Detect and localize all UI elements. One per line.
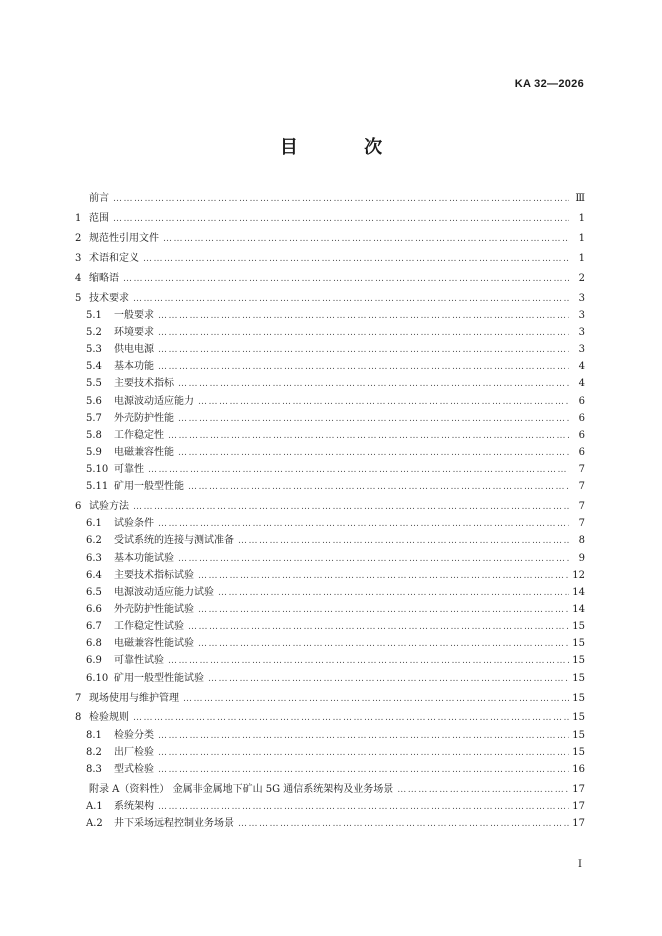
toc-entry-page: 7: [578, 464, 585, 476]
toc-dot-leader: [158, 310, 569, 322]
toc-dot-leader: [133, 293, 569, 305]
toc-entry-title: 基本功能试验: [114, 552, 174, 564]
toc-entry-number: 6.2: [86, 535, 102, 547]
toc-entry-title: 电磁兼容性能: [114, 446, 174, 458]
toc-entry-number: 6.6: [86, 604, 102, 616]
toc-entry-number: 6.8: [86, 638, 102, 650]
toc-entry-number: 6.5: [86, 586, 102, 598]
toc-entry-title: 范围: [89, 212, 109, 224]
toc-entry-page: 4: [578, 378, 585, 390]
toc-entry[interactable]: [75, 600, 585, 617]
toc-entry-page: 3: [578, 309, 585, 321]
toc-entry[interactable]: [75, 669, 585, 686]
toc-entry[interactable]: [75, 409, 585, 426]
toc-dot-leader: [158, 361, 569, 373]
toc-dot-leader: [168, 430, 569, 442]
toc-entry[interactable]: [75, 566, 585, 583]
toc-entry-page: 12: [572, 569, 585, 581]
toc-entry[interactable]: [75, 497, 585, 514]
toc-entry[interactable]: [75, 549, 585, 566]
toc-entry-number: 5.4: [86, 361, 102, 373]
toc-entry-page: 6: [578, 395, 585, 407]
toc-entry-title: 电源波动适应能力试验: [114, 586, 214, 598]
toc-dot-leader: [113, 193, 569, 205]
toc-entry-page: 9: [578, 552, 585, 564]
toc-dot-leader: [158, 764, 569, 776]
toc-entry[interactable]: [75, 583, 585, 600]
toc-entry-page: 6: [578, 446, 585, 458]
toc-entry-title: 矿用一般型性能: [114, 481, 184, 493]
toc-entry-title: 外壳防护性能: [114, 412, 174, 424]
toc-entry-number: 6: [75, 501, 82, 513]
toc-dot-leader: [397, 784, 569, 796]
toc-entry-number: 5.11: [86, 481, 109, 493]
toc-entry-title: 基本功能: [114, 361, 154, 373]
toc-entry-title: 可靠性: [114, 464, 144, 476]
toc-dot-leader: [158, 344, 569, 356]
toc-entry-title: 可靠性试验: [114, 655, 164, 667]
toc-entry-number: 6.4: [86, 569, 102, 581]
toc-dot-leader: [133, 501, 569, 513]
toc-dot-leader: [158, 518, 569, 530]
toc-entry-title: 检验规则: [89, 712, 129, 724]
toc-entry[interactable]: [75, 477, 585, 494]
toc-entry-page: 15: [572, 712, 585, 724]
toc-entry-page: 7: [578, 518, 585, 530]
toc-entry[interactable]: [75, 531, 585, 548]
toc-dot-leader: [208, 673, 569, 685]
toc-entry-title: 工作稳定性试验: [114, 621, 184, 633]
toc-entry-title: 矿用一般型性能试验: [114, 672, 204, 684]
toc-entry-title: 检验分类: [114, 729, 154, 741]
toc-entry[interactable]: [75, 814, 585, 831]
toc-entry-number: 6.9: [86, 655, 102, 667]
toc-entry-number: A.2: [86, 818, 103, 830]
toc-entry[interactable]: [75, 780, 585, 797]
toc-entry-number: 5.7: [86, 412, 102, 424]
toc-dot-leader: [218, 587, 569, 599]
toc-entry-page: 15: [572, 638, 585, 650]
toc-entry-title: 受试系统的连接与测试准备: [114, 535, 234, 547]
toc-entry-number: 5.2: [86, 326, 102, 338]
toc-entry[interactable]: [75, 726, 585, 743]
toc-entry-number: 4: [75, 272, 82, 284]
toc-entry-page: 8: [578, 535, 585, 547]
toc-entry-number: 5.6: [86, 395, 102, 407]
toc-dot-leader: [178, 553, 569, 565]
toc-dot-leader: [198, 570, 569, 582]
toc-entry[interactable]: [75, 760, 585, 777]
toc-entry-number: A.1: [86, 800, 103, 812]
toc-entry-page: 17: [572, 783, 585, 795]
toc-entry[interactable]: [75, 269, 585, 286]
toc-entry-title: 规范性引用文件: [89, 232, 159, 244]
toc-entry-number: 5.9: [86, 446, 102, 458]
toc-entry-number: 6.1: [86, 518, 102, 530]
toc-entry[interactable]: [75, 708, 585, 725]
toc-entry-title: 电源波动适应能力: [114, 395, 194, 407]
toc-entry-page: 15: [572, 655, 585, 667]
toc-dot-leader: [188, 621, 569, 633]
toc-entry[interactable]: [75, 289, 585, 306]
toc-entry-page: 15: [572, 746, 585, 758]
toc-entry-title: 出厂检验: [114, 746, 154, 758]
toc-entry-page: 14: [572, 586, 585, 598]
toc-entry[interactable]: [75, 209, 585, 226]
toc-entry-title: 附录 A（资料性） 金属非金属地下矿山 5G 通信系统架构及业务场景: [89, 783, 394, 795]
toc-dot-leader: [143, 253, 569, 265]
toc-entry[interactable]: [75, 340, 585, 357]
toc-entry[interactable]: [75, 357, 585, 374]
toc-entry-title: 井下采场远程控制业务场景: [114, 818, 234, 830]
toc-entry[interactable]: [75, 797, 585, 814]
toc-entry-number: 5.3: [86, 344, 102, 356]
toc-entry-title: 前言: [89, 193, 109, 204]
toc-entry-title: 缩略语: [89, 272, 119, 284]
toc-entry-title: 电磁兼容性能试验: [114, 638, 194, 650]
toc-entry-page: 3: [578, 292, 585, 304]
page-number: I: [578, 859, 582, 870]
toc-dot-leader: [188, 481, 569, 493]
toc-dot-leader: [133, 712, 569, 724]
toc-entry-title: 试验条件: [114, 518, 154, 530]
toc-entry[interactable]: [75, 323, 585, 340]
toc-entry-page: 7: [578, 481, 585, 493]
toc-dot-leader: [178, 413, 569, 425]
toc-entry-title: 主要技术指标: [114, 378, 174, 390]
toc-entry-page: 4: [578, 361, 585, 373]
toc-entry-page: 17: [572, 800, 585, 812]
toc-entry-title: 系统架构: [114, 800, 154, 812]
toc-entry-number: 8.1: [86, 729, 102, 741]
toc-entry[interactable]: [75, 460, 585, 477]
toc-dot-leader: [113, 213, 569, 225]
toc-entry-page: 1: [578, 252, 585, 264]
toc-entry-number: 7: [75, 692, 82, 704]
toc-entry-page: 16: [572, 763, 585, 775]
toc-entry-number: 5.1: [86, 309, 102, 321]
toc-entry-page: 1: [578, 232, 585, 244]
toc-entry-title: 技术要求: [89, 292, 129, 304]
toc-entry[interactable]: [75, 374, 585, 391]
toc-entry-number: 6.10: [86, 672, 109, 684]
toc-entry-number: 3: [75, 252, 82, 264]
toc-dot-leader: [198, 604, 569, 616]
toc-dot-leader: [178, 378, 569, 390]
toc-entry-number: 5.8: [86, 429, 102, 441]
toc-dot-leader: [178, 447, 569, 459]
toc-entry[interactable]: [75, 249, 585, 266]
toc-entry-number: 8.3: [86, 763, 102, 775]
toc-entry-page: 7: [578, 501, 585, 513]
toc-entry-page: 6: [578, 429, 585, 441]
toc-entry-title: 工作稳定性: [114, 429, 164, 441]
toc-dot-leader: [168, 655, 569, 667]
toc-entry[interactable]: [75, 426, 585, 443]
toc-entry-title: 供电电源: [114, 344, 154, 356]
document-code: KA 32—2026: [514, 78, 584, 90]
toc-entry-page: 15: [572, 692, 585, 704]
toc-entry-page: 15: [572, 621, 585, 633]
toc-entry[interactable]: [75, 743, 585, 760]
toc-entry-title: 现场使用与维护管理: [89, 692, 179, 704]
toc-dot-leader: [148, 464, 569, 476]
toc-dot-leader: [158, 747, 569, 759]
toc-entry-page: 17: [572, 818, 585, 830]
toc-entry[interactable]: [75, 189, 585, 206]
toc-dot-leader: [198, 396, 569, 408]
toc-entry[interactable]: [75, 617, 585, 634]
toc-entry-title: 术语和定义: [89, 252, 139, 264]
toc-entry-number: 8.2: [86, 746, 102, 758]
table-of-contents: [75, 189, 585, 831]
toc-dot-leader: [123, 273, 569, 285]
toc-entry-number: 6.7: [86, 621, 102, 633]
toc-entry-page: 14: [572, 604, 585, 616]
toc-entry[interactable]: [75, 634, 585, 651]
toc-entry-title: 外壳防护性能试验: [114, 604, 194, 616]
toc-entry[interactable]: [75, 306, 585, 323]
toc-entry-page: 1: [578, 212, 585, 224]
toc-entry-page: 15: [572, 729, 585, 741]
toc-dot-leader: [238, 818, 569, 830]
toc-entry-number: 8: [75, 712, 82, 724]
toc-entry-page: 6: [578, 412, 585, 424]
toc-dot-leader: [163, 233, 569, 245]
toc-entry-page: Ⅲ: [575, 193, 585, 204]
toc-entry[interactable]: [75, 514, 585, 531]
toc-entry-title: 主要技术指标试验: [114, 569, 194, 581]
toc-entry-page: 3: [578, 344, 585, 356]
page-title: 目 次: [279, 137, 413, 158]
toc-entry[interactable]: [75, 443, 585, 460]
toc-entry-title: 一般要求: [114, 309, 154, 321]
toc-entry-number: 6.3: [86, 552, 102, 564]
toc-entry-number: 5: [75, 292, 82, 304]
toc-entry-number: 5.5: [86, 378, 102, 390]
toc-entry[interactable]: [75, 689, 585, 706]
toc-entry-number: 2: [75, 232, 82, 244]
toc-dot-leader: [158, 730, 569, 742]
toc-entry-page: 3: [578, 326, 585, 338]
toc-entry-title: 环境要求: [114, 326, 154, 338]
toc-dot-leader: [158, 801, 569, 813]
toc-entry[interactable]: [75, 392, 585, 409]
toc-entry-page: 2: [578, 272, 585, 284]
toc-dot-leader: [198, 638, 569, 650]
toc-dot-leader: [183, 693, 569, 705]
toc-entry-number: 5.10: [86, 464, 109, 476]
toc-entry-title: 型式检验: [114, 763, 154, 775]
toc-entry-number: 1: [75, 212, 82, 224]
toc-entry-title: 试验方法: [89, 501, 129, 513]
toc-entry[interactable]: [75, 229, 585, 246]
toc-dot-leader: [158, 327, 569, 339]
toc-entry-page: 15: [572, 672, 585, 684]
toc-dot-leader: [238, 535, 569, 547]
toc-entry[interactable]: [75, 651, 585, 668]
